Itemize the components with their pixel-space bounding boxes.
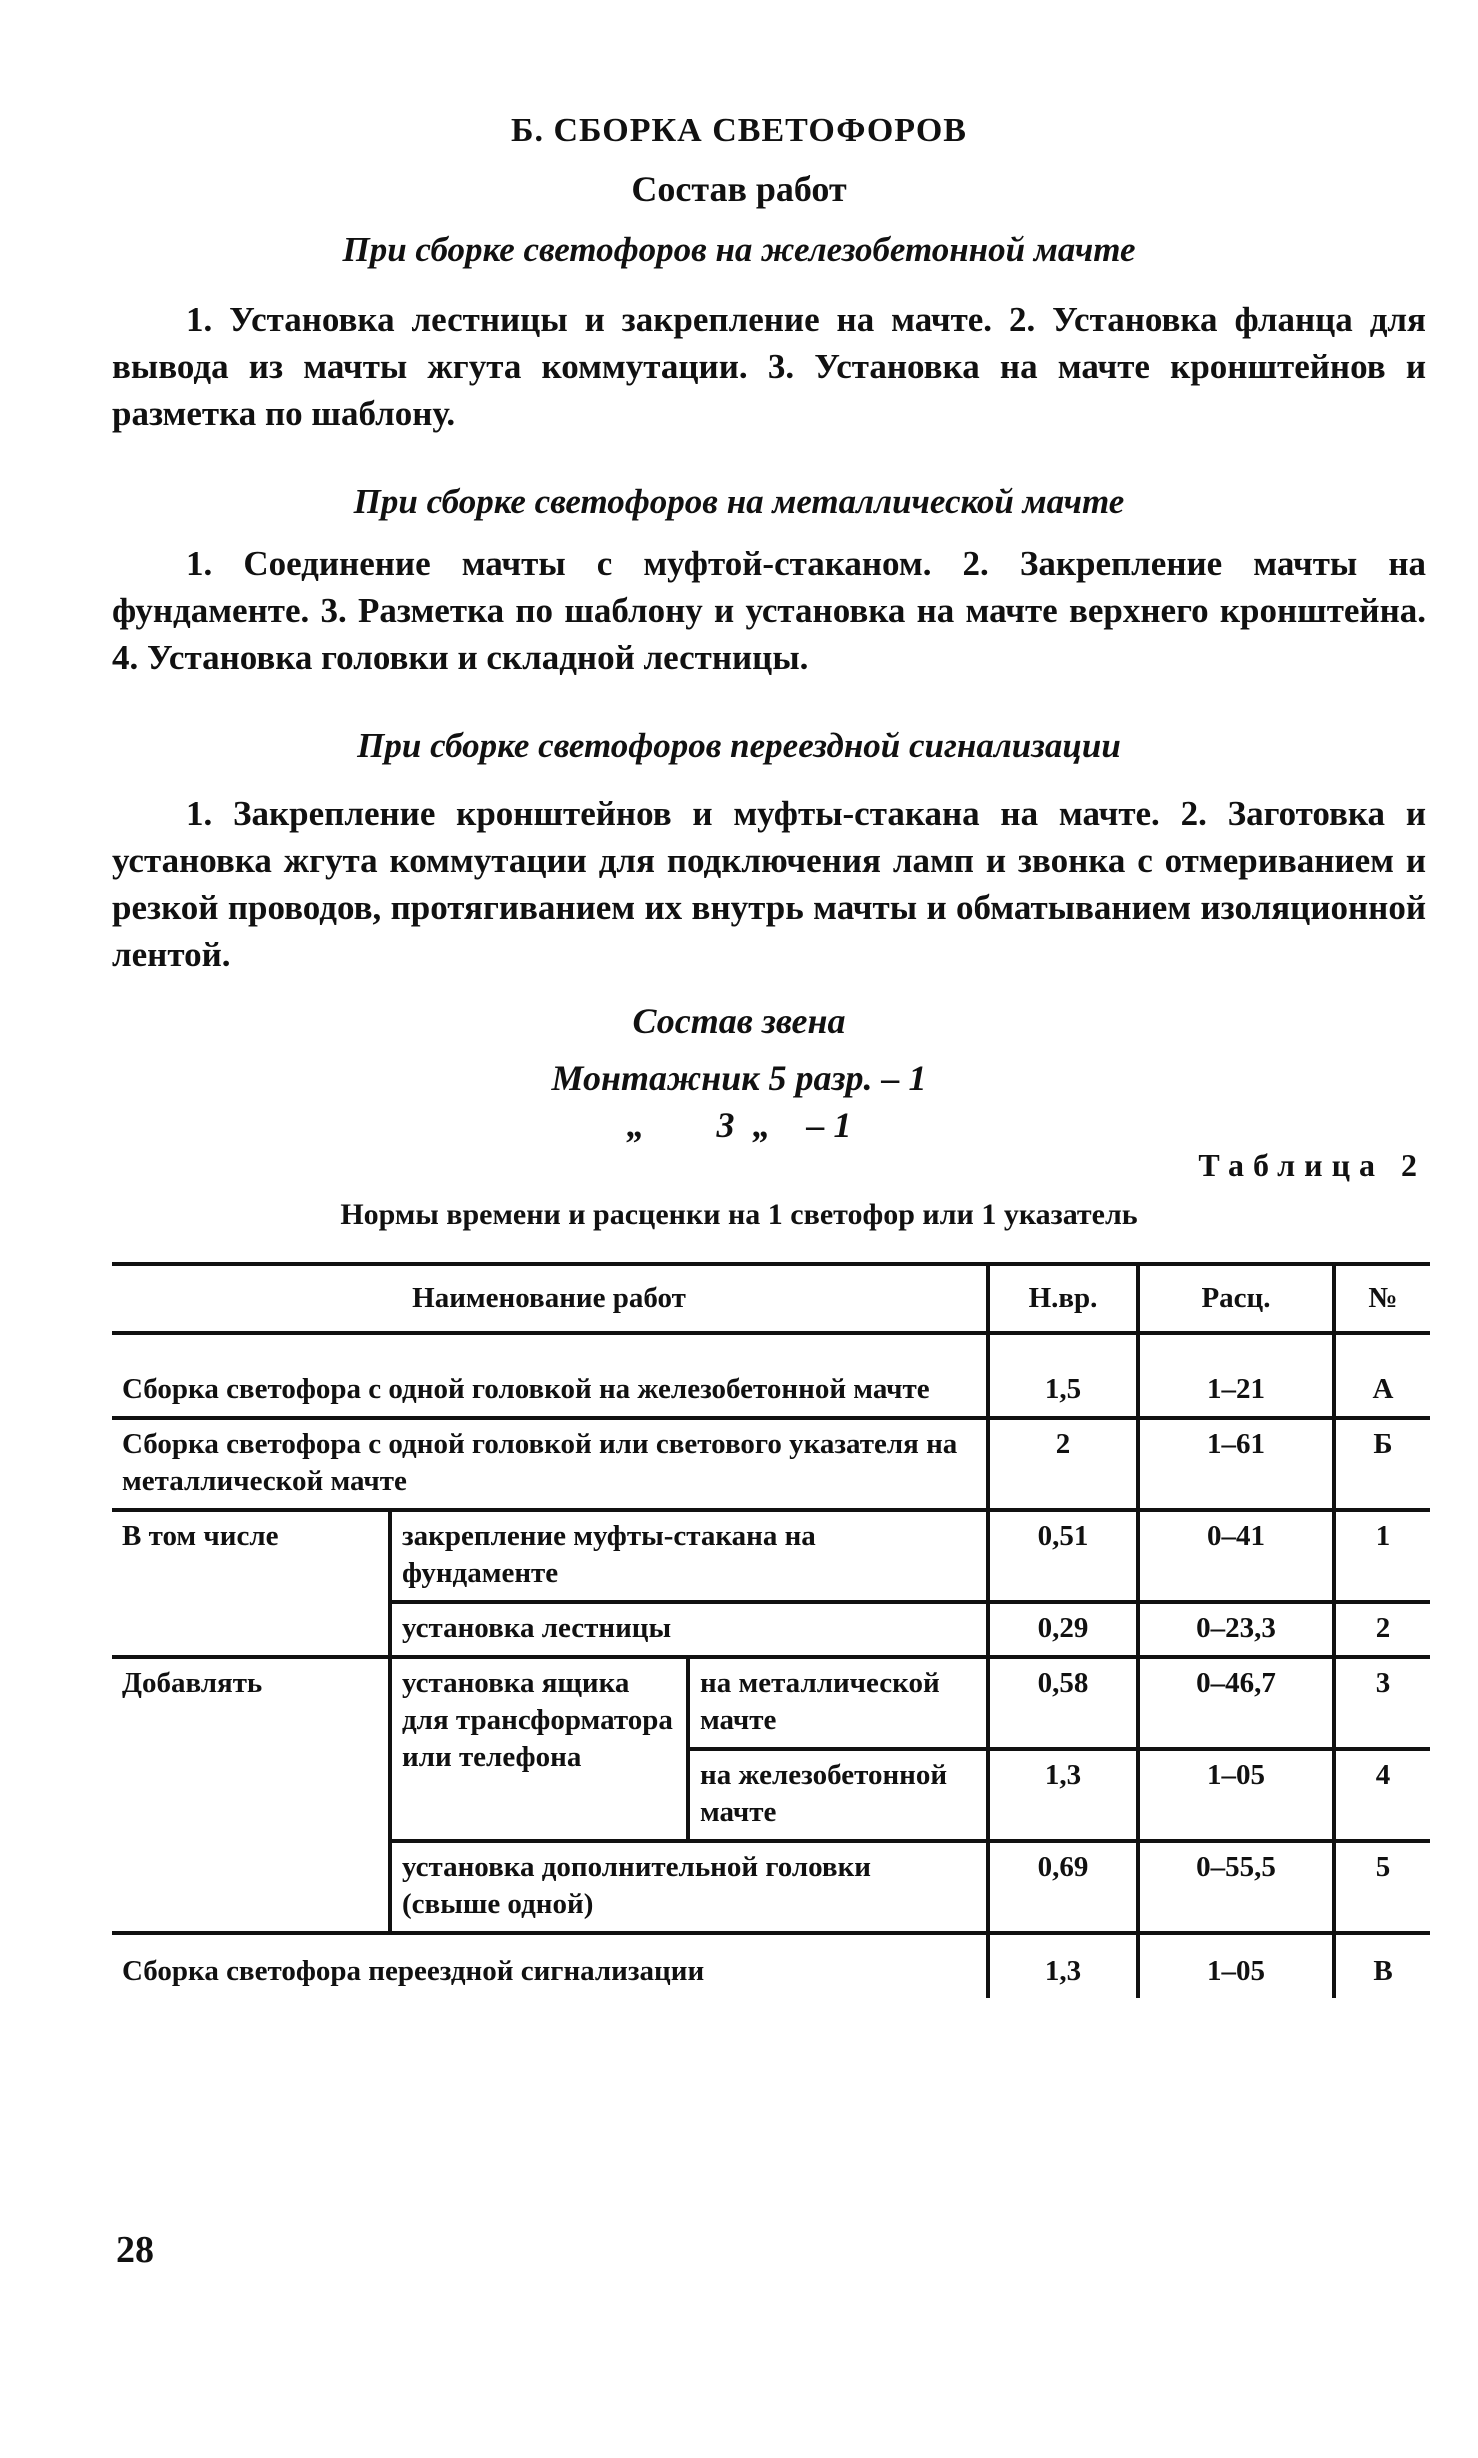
row-2-time: 0,29 (988, 1602, 1138, 1657)
row-1-time: 0,51 (988, 1510, 1138, 1602)
table-row (112, 1657, 1430, 1749)
block-3-subtitle: При сборке светофоров переездной сигнализации (357, 726, 1121, 765)
row-a-no: А (1334, 1333, 1430, 1418)
row-5-rate: 0–55,5 (1138, 1841, 1334, 1933)
crew-line-1: Монтажник 5 разр. – 1 (551, 1058, 927, 1098)
group-add: Добавлять (112, 1657, 390, 1933)
table-label: Таблица 2 (1198, 1147, 1426, 1183)
row-v-time: 1,3 (988, 1933, 1138, 1998)
row-b-name: Сборка светофора с одной головкой или светового указателя на металлической мачте (112, 1418, 988, 1510)
row-1-no: 1 (1334, 1510, 1430, 1602)
section-title: Б. СБОРКА СВЕТОФОРОВ (511, 112, 967, 149)
row-4-time: 1,3 (988, 1749, 1138, 1841)
block-3-text: 1. Закрепление кронштейнов и муфты-стакана на мачте. 2. Заготовка и установка жгута коммутации для подключения ламп и звонка с отмериванием и резкой проводов, протягиванием их внутрь мачты и обматыванием изоляционной лентой. (112, 794, 1426, 974)
row-3-rate: 0–46,7 (1138, 1657, 1334, 1749)
table-row (112, 1933, 1430, 1998)
row-4-rate: 1–05 (1138, 1749, 1334, 1841)
crew-title: Состав звена (632, 1001, 846, 1041)
row-2-no: 2 (1334, 1602, 1430, 1657)
row-2-name: установка лестницы (390, 1602, 988, 1657)
row-a-name: Сборка светофора с одной головкой на железобетонной мачте (122, 1373, 930, 1405)
row-b-rate: 1–61 (1138, 1418, 1334, 1510)
norms-table (112, 1262, 1430, 1998)
row-v-rate: 1–05 (1138, 1933, 1334, 1998)
row-3-time: 0,58 (988, 1657, 1138, 1749)
block-1-text: 1. Установка лестницы и закрепление на мачте. 2. Установка фланца для вывода из мачты жгута коммутации. 3. Установка на мачте кронштейнов и разметка по шаблону. (112, 300, 1426, 433)
table-caption: Нормы времени и расценки на 1 светофор или 1 указатель (340, 1198, 1138, 1231)
row-1-rate: 0–41 (1138, 1510, 1334, 1602)
row-b-time: 2 (988, 1418, 1138, 1510)
table-row (112, 1333, 1430, 1418)
work-title: Состав работ (631, 169, 847, 209)
block-2-text: 1. Соединение мачты с муфтой-стаканом. 2. Закрепление мачты на фундаменте. 3. Разметка по шаблону и установка на мачте верхнего кронштейна. 4. Установка головки и складной лестницы. (112, 544, 1426, 677)
row-2-rate: 0–23,3 (1138, 1602, 1334, 1657)
crew-line-2: „ 3 „ – 1 (626, 1105, 852, 1145)
row-5-time: 0,69 (988, 1841, 1138, 1933)
row-4-variant: на железобетонной мачте (688, 1749, 988, 1841)
row-b-no: Б (1334, 1418, 1430, 1510)
row-5-name: установка дополнительной головки (свыше одной) (390, 1841, 988, 1933)
row-3-name: установка ящика для трансформатора или телефона (390, 1657, 688, 1841)
row-1-name: закрепление муфты-стакана на фундаменте (390, 1510, 988, 1602)
block-2-subtitle: При сборке светофоров на металлической мачте (353, 482, 1125, 521)
row-a-time: 1,5 (988, 1333, 1138, 1418)
block-1-subtitle: При сборке светофоров на железобетонной мачте (342, 230, 1136, 269)
table-header-row (112, 1264, 1430, 1333)
page-number: 28 (116, 2229, 154, 2271)
header-rate: Расц. (1138, 1264, 1334, 1333)
row-3-variant: на металлической мачте (688, 1657, 988, 1749)
row-v-name: Сборка светофора переездной сигнализации (112, 1933, 988, 1998)
table-row (112, 1418, 1430, 1510)
group-including: В том числе (112, 1510, 390, 1657)
row-5-no: 5 (1334, 1841, 1430, 1933)
header-no: № (1334, 1264, 1430, 1333)
row-4-no: 4 (1334, 1749, 1430, 1841)
header-time: Н.вр. (988, 1264, 1138, 1333)
table-row (112, 1510, 1430, 1602)
row-3-no: 3 (1334, 1657, 1430, 1749)
row-a-rate: 1–21 (1138, 1333, 1334, 1418)
header-name: Наименование работ (112, 1264, 988, 1333)
row-v-no: В (1334, 1933, 1430, 1998)
